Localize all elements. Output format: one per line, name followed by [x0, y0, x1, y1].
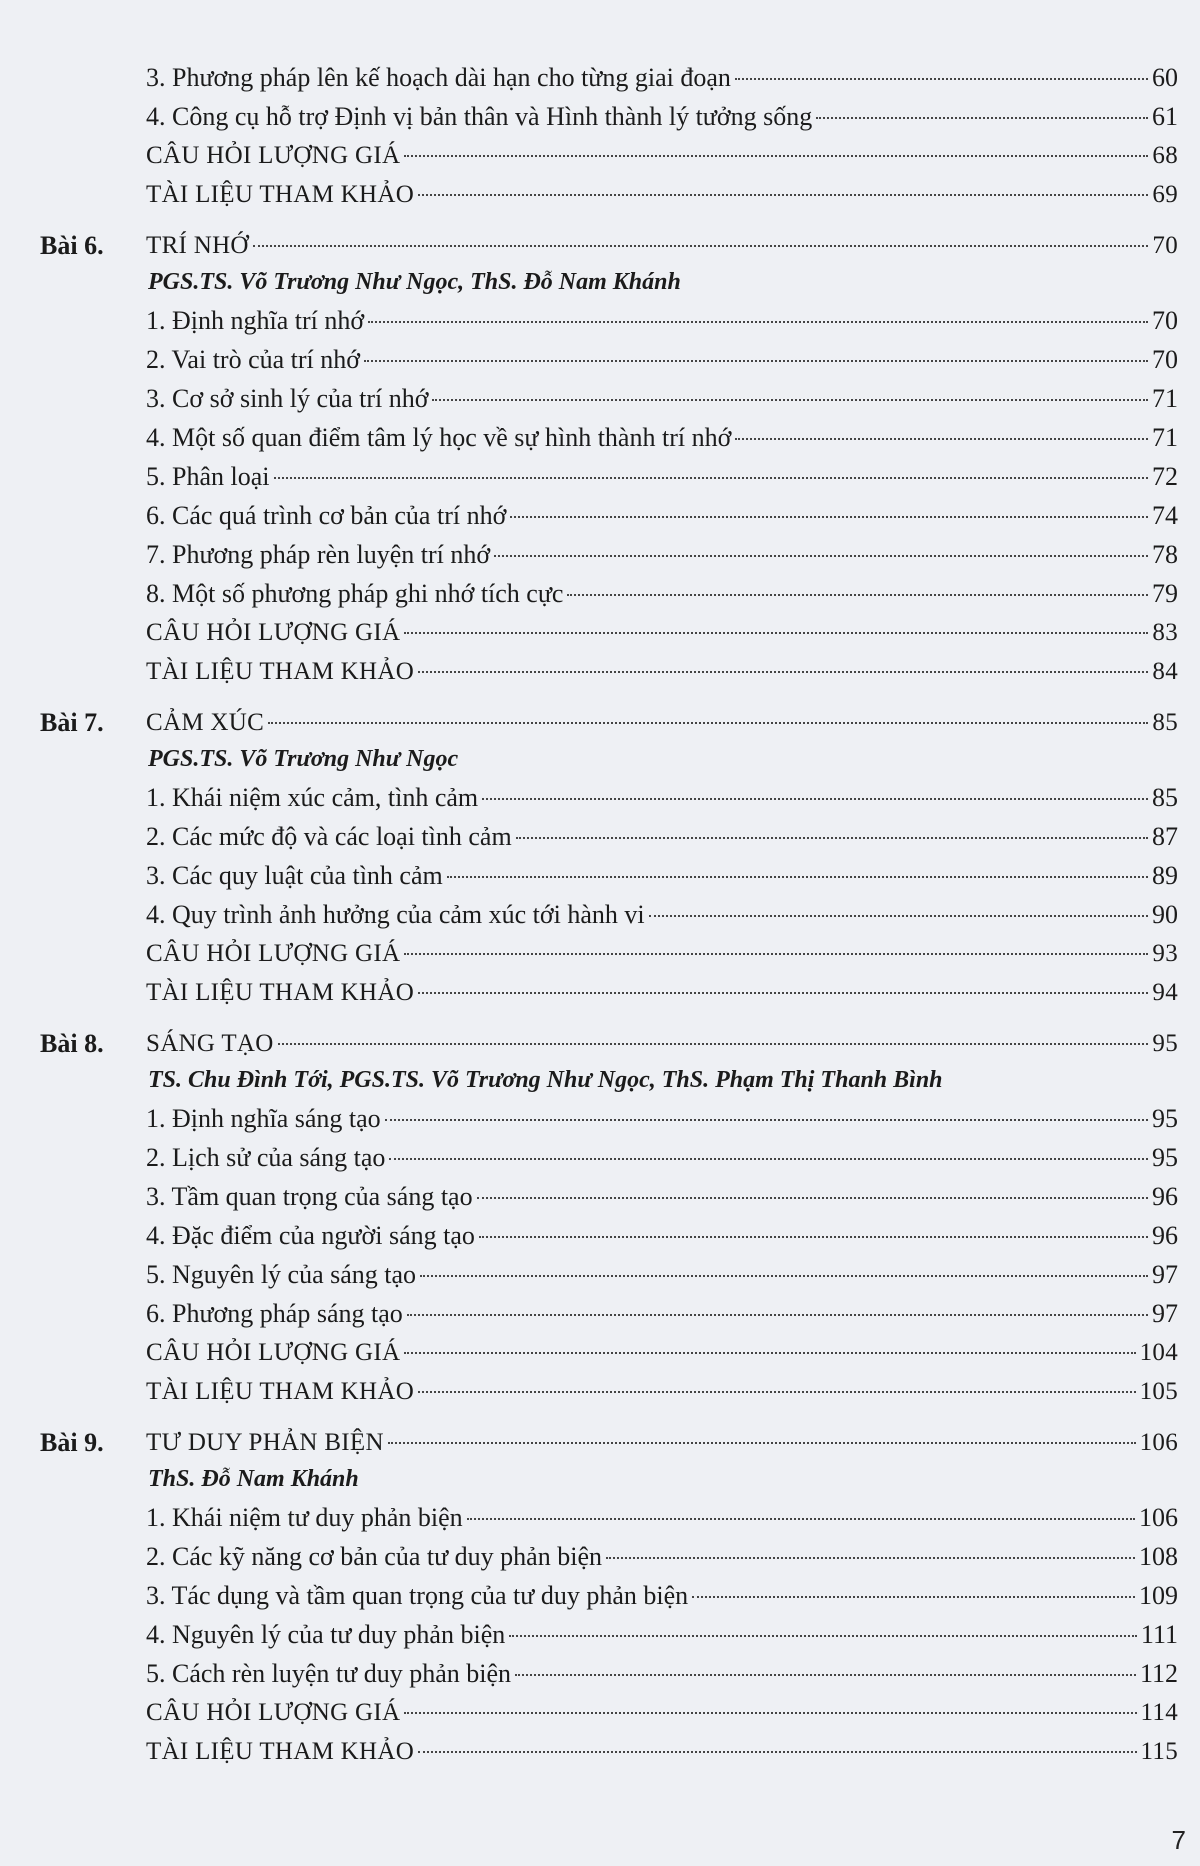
- lesson-heading[interactable]: [40, 226, 1178, 265]
- entry-title: TƯ DUY PHẢN BIỆN: [146, 1429, 384, 1456]
- dot-leader: [404, 632, 1148, 634]
- toc-entry[interactable]: [146, 778, 1178, 817]
- toc-back-matter-entry[interactable]: [146, 175, 1178, 214]
- entry-title: 5. Cách rèn luyện tư duy phản biện: [146, 1659, 512, 1688]
- entry-title: TÀI LIỆU THAM KHẢO: [146, 1378, 415, 1405]
- entry-title: 6. Phương pháp sáng tạo: [146, 1299, 403, 1328]
- entry-title: 3. Tác dụng và tầm quan trọng của tư duy phản biện: [146, 1581, 689, 1610]
- entry-page-number: 104: [1139, 1339, 1178, 1366]
- lesson-number: Bài 7.: [40, 708, 104, 737]
- dot-leader: [649, 915, 1148, 917]
- dot-leader: [418, 194, 1148, 196]
- entry-page-number: 105: [1139, 1378, 1178, 1405]
- entry-page-number: 108: [1139, 1542, 1178, 1571]
- entry-title: 8. Một số phương pháp ghi nhớ tích cực: [146, 579, 564, 608]
- entry-title: CÂU HỎI LƯỢNG GIÁ: [146, 619, 401, 646]
- toc-entry[interactable]: [146, 895, 1178, 934]
- entry-title: TÀI LIỆU THAM KHẢO: [146, 658, 415, 685]
- lesson-authors: TS. Chu Đình Tới, PGS.TS. Võ Trương Như Ngọc, ThS. Phạm Thị Thanh Bình: [148, 1067, 943, 1093]
- entry-page-number: 93: [1152, 940, 1178, 967]
- entry-title: 3. Các quy luật của tình cảm: [146, 861, 443, 890]
- dot-leader: [364, 360, 1148, 362]
- toc-back-matter-entry[interactable]: [146, 652, 1178, 691]
- lesson-authors: PGS.TS. Võ Trương Như Ngọc: [148, 746, 459, 772]
- lesson-section: [40, 1423, 1178, 1771]
- dot-leader: [509, 1635, 1137, 1637]
- entry-page-number: 97: [1152, 1260, 1178, 1289]
- entry-title: 3. Cơ sở sinh lý của trí nhớ: [146, 384, 429, 413]
- toc-entry[interactable]: [146, 1498, 1178, 1537]
- dot-leader: [274, 477, 1149, 479]
- toc-entry[interactable]: [146, 379, 1178, 418]
- lesson-title-entry[interactable]: [146, 1423, 1178, 1462]
- entry-title: TÀI LIỆU THAM KHẢO: [146, 181, 415, 208]
- entry-title: 4. Công cụ hỗ trợ Định vị bản thân và Hình thành lý tưởng sống: [146, 102, 813, 131]
- entry-title: 1. Khái niệm tư duy phản biện: [146, 1503, 463, 1532]
- toc-back-matter-entry[interactable]: [146, 934, 1178, 973]
- entry-page-number: 96: [1152, 1182, 1178, 1211]
- dot-leader: [477, 1197, 1148, 1199]
- entry-page-number: 97: [1152, 1299, 1178, 1328]
- toc-entry[interactable]: [146, 856, 1178, 895]
- dot-leader: [253, 245, 1149, 247]
- dot-leader: [447, 876, 1148, 878]
- entry-title: TÀI LIỆU THAM KHẢO: [146, 1738, 415, 1765]
- page-number: 7: [1171, 1825, 1186, 1855]
- toc-entry[interactable]: [146, 1537, 1178, 1576]
- lesson-number: Bài 8.: [40, 1029, 104, 1058]
- entry-page-number: 106: [1139, 1503, 1178, 1532]
- toc-entry[interactable]: [146, 817, 1178, 856]
- dot-leader: [404, 1712, 1136, 1714]
- toc-entry[interactable]: [146, 457, 1178, 496]
- entry-title: 4. Đặc điểm của người sáng tạo: [146, 1221, 475, 1250]
- toc-entry[interactable]: [146, 574, 1178, 613]
- entry-page-number: 61: [1152, 102, 1178, 131]
- entry-page-number: 70: [1152, 232, 1178, 259]
- entry-title: 3. Phương pháp lên kế hoạch dài hạn cho từng giai đoạn: [146, 63, 731, 92]
- lesson-authors: PGS.TS. Võ Trương Như Ngọc, ThS. Đỗ Nam Khánh: [148, 269, 681, 295]
- entry-title: 4. Nguyên lý của tư duy phản biện: [146, 1620, 506, 1649]
- dot-leader: [735, 78, 1148, 80]
- entry-title: 3. Tầm quan trọng của sáng tạo: [146, 1182, 473, 1211]
- entry-page-number: 95: [1152, 1030, 1178, 1057]
- dot-leader: [388, 1442, 1136, 1444]
- dot-leader: [479, 1236, 1148, 1238]
- entry-title: 2. Vai trò của trí nhớ: [146, 345, 361, 374]
- lesson-authors: ThS. Đỗ Nam Khánh: [148, 1466, 359, 1492]
- toc-entry[interactable]: [146, 496, 1178, 535]
- entry-page-number: 84: [1152, 658, 1178, 685]
- entry-page-number: 114: [1140, 1699, 1178, 1726]
- toc-entry[interactable]: [146, 58, 1178, 97]
- entry-title: TRÍ NHỚ: [146, 232, 249, 259]
- entry-page-number: 68: [1152, 142, 1178, 169]
- dot-leader: [816, 117, 1148, 119]
- dot-leader: [567, 594, 1148, 596]
- entry-page-number: 71: [1152, 423, 1178, 452]
- toc-entry[interactable]: [146, 340, 1178, 379]
- entry-page-number: 83: [1152, 619, 1178, 646]
- entry-page-number: 95: [1152, 1143, 1178, 1172]
- entry-page-number: 85: [1152, 709, 1178, 736]
- entry-title: 5. Phân loại: [146, 462, 270, 491]
- entry-title: CÂU HỎI LƯỢNG GIÁ: [146, 940, 401, 967]
- toc-entry[interactable]: [146, 1576, 1178, 1615]
- entry-page-number: 69: [1152, 181, 1178, 208]
- entry-title: 7. Phương pháp rèn luyện trí nhớ: [146, 540, 491, 569]
- entry-title: 1. Định nghĩa trí nhớ: [146, 306, 365, 335]
- toc-entry[interactable]: [146, 97, 1178, 136]
- dot-leader: [404, 1352, 1135, 1354]
- toc-back-matter-entry[interactable]: [146, 613, 1178, 652]
- entry-page-number: 71: [1152, 384, 1178, 413]
- entry-page-number: 90: [1152, 900, 1178, 929]
- toc-back-matter-entry[interactable]: [146, 1333, 1178, 1372]
- entry-title: 5. Nguyên lý của sáng tạo: [146, 1260, 417, 1289]
- toc-entry[interactable]: [146, 1255, 1178, 1294]
- dot-leader: [515, 1674, 1136, 1676]
- entry-title: 2. Các kỹ năng cơ bản của tư duy phản biện: [146, 1542, 602, 1571]
- dot-leader: [692, 1596, 1135, 1598]
- entry-page-number: 74: [1152, 501, 1178, 530]
- lesson-section: [40, 58, 1178, 214]
- entry-page-number: 109: [1139, 1581, 1178, 1610]
- toc-entry[interactable]: [146, 535, 1178, 574]
- toc-back-matter-entry[interactable]: [146, 1372, 1178, 1411]
- entry-title: SÁNG TẠO: [146, 1030, 274, 1057]
- entry-title: 2. Các mức độ và các loại tình cảm: [146, 822, 512, 851]
- toc-entry[interactable]: [146, 1177, 1178, 1216]
- dot-leader: [420, 1275, 1148, 1277]
- entry-title: 6. Các quá trình cơ bản của trí nhớ: [146, 501, 507, 530]
- dot-leader: [407, 1314, 1148, 1316]
- dot-leader: [418, 992, 1148, 994]
- entry-page-number: 111: [1140, 1620, 1178, 1649]
- entry-title: 2. Lịch sử của sáng tạo: [146, 1143, 386, 1172]
- entry-page-number: 79: [1152, 579, 1178, 608]
- lesson-heading[interactable]: [40, 1423, 1178, 1462]
- dot-leader: [385, 1119, 1148, 1121]
- lesson-title-entry[interactable]: [146, 703, 1178, 742]
- dot-leader: [278, 1043, 1149, 1045]
- entry-page-number: 89: [1152, 861, 1178, 890]
- dot-leader: [418, 1391, 1135, 1393]
- entry-page-number: 85: [1152, 783, 1178, 812]
- toc-back-matter-entry[interactable]: [146, 1732, 1178, 1771]
- toc-back-matter-entry[interactable]: [146, 136, 1178, 175]
- dot-leader: [432, 399, 1148, 401]
- entry-title: CÂU HỎI LƯỢNG GIÁ: [146, 142, 401, 169]
- entry-page-number: 94: [1152, 979, 1178, 1006]
- entry-title: 4. Quy trình ảnh hưởng của cảm xúc tới hành vi: [146, 900, 645, 929]
- toc-entry[interactable]: [146, 301, 1178, 340]
- entry-title: CẢM XÚC: [146, 709, 265, 736]
- lesson-section: [40, 226, 1178, 691]
- dot-leader: [606, 1557, 1135, 1559]
- entry-title: 1. Khái niệm xúc cảm, tình cảm: [146, 783, 479, 812]
- entry-page-number: 87: [1152, 822, 1178, 851]
- lesson-heading[interactable]: [40, 1024, 1178, 1063]
- lesson-number: Bài 9.: [40, 1428, 104, 1457]
- dot-leader: [404, 155, 1148, 157]
- toc-entry[interactable]: [146, 1216, 1178, 1255]
- dot-leader: [735, 438, 1148, 440]
- dot-leader: [368, 321, 1148, 323]
- entry-page-number: 112: [1139, 1659, 1178, 1688]
- entry-title: CÂU HỎI LƯỢNG GIÁ: [146, 1339, 401, 1366]
- lesson-number: Bài 6.: [40, 231, 104, 260]
- dot-leader: [404, 953, 1148, 955]
- dot-leader: [418, 671, 1148, 673]
- dot-leader: [510, 516, 1148, 518]
- entry-page-number: 115: [1140, 1738, 1178, 1765]
- lesson-title-entry[interactable]: [146, 1024, 1178, 1063]
- entry-page-number: 78: [1152, 540, 1178, 569]
- toc-entry[interactable]: [146, 418, 1178, 457]
- entry-page-number: 70: [1152, 345, 1178, 374]
- toc-back-matter-entry[interactable]: [146, 1693, 1178, 1732]
- entry-title: TÀI LIỆU THAM KHẢO: [146, 979, 415, 1006]
- entry-title: CÂU HỎI LƯỢNG GIÁ: [146, 1699, 401, 1726]
- entry-title: 1. Định nghĩa sáng tạo: [146, 1104, 381, 1133]
- lesson-section: [40, 1024, 1178, 1411]
- dot-leader: [418, 1751, 1136, 1753]
- lesson-title-entry[interactable]: [146, 226, 1178, 265]
- lesson-section: [40, 703, 1178, 1012]
- table-of-contents: [40, 58, 1178, 1771]
- entry-page-number: 106: [1139, 1429, 1178, 1456]
- dot-leader: [389, 1158, 1148, 1160]
- toc-back-matter-entry[interactable]: [146, 973, 1178, 1012]
- toc-entry[interactable]: [146, 1615, 1178, 1654]
- toc-entry[interactable]: [146, 1294, 1178, 1333]
- toc-entry[interactable]: [146, 1654, 1178, 1693]
- entry-page-number: 96: [1152, 1221, 1178, 1250]
- toc-entry[interactable]: [146, 1138, 1178, 1177]
- dot-leader: [494, 555, 1148, 557]
- dot-leader: [467, 1518, 1135, 1520]
- toc-entry[interactable]: [146, 1099, 1178, 1138]
- entry-page-number: 70: [1152, 306, 1178, 335]
- dot-leader: [268, 722, 1148, 724]
- lesson-heading[interactable]: [40, 703, 1178, 742]
- dot-leader: [516, 837, 1148, 839]
- entry-page-number: 95: [1152, 1104, 1178, 1133]
- entry-page-number: 72: [1152, 462, 1178, 491]
- entry-title: 4. Một số quan điểm tâm lý học về sự hình thành trí nhớ: [146, 423, 732, 452]
- entry-page-number: 60: [1152, 63, 1178, 92]
- dot-leader: [482, 798, 1148, 800]
